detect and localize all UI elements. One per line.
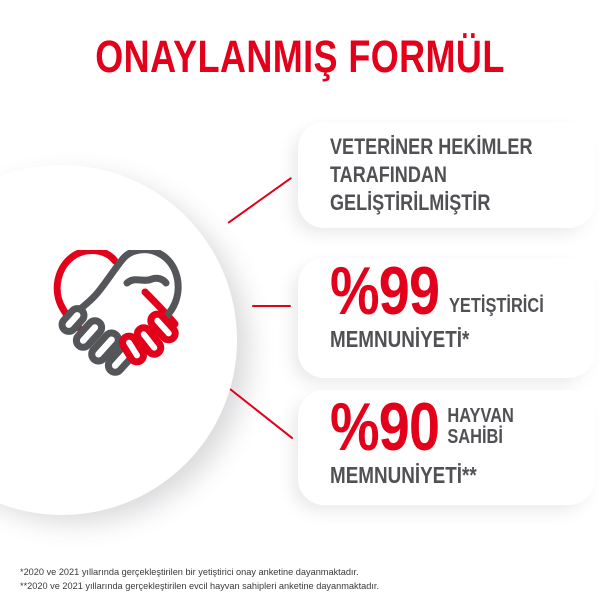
stat-90-group (330, 389, 514, 488)
stat-99-side-label: YETİŞTİRİCİ (448, 295, 544, 317)
stat-90-value: %90 (330, 389, 440, 465)
heart-handshake-icon (53, 250, 193, 390)
veterinarians-line-3: GELİŞTİRİLMİŞTİR (330, 190, 491, 215)
stat-90-side-line-1: HAYVAN (447, 405, 514, 427)
stat-99-row (330, 253, 544, 329)
connector-line-middle (252, 305, 291, 307)
veterinarians-line-2: TARAFINDAN (330, 162, 447, 187)
stat-90-caption: MEMNUNİYETİ** (330, 462, 477, 488)
veterinarians-line-1: VETERİNER HEKİMLER (330, 134, 533, 159)
footnote-2: **2020 ve 2021 yıllarında gerçekleştirilen evcil hayvan sahipleri anketine dayanmaktadır. (20, 580, 380, 591)
connector-line-bottom (229, 388, 293, 439)
stat-99-value: %99 (330, 253, 440, 329)
stat-90-row (330, 389, 514, 465)
veterinarians-text (330, 133, 532, 217)
footnotes (20, 566, 379, 593)
connector-line-top (227, 177, 292, 224)
stat-90-side-line-2: SAHİBİ (447, 426, 503, 448)
stat-90-side-label (447, 406, 514, 448)
stat-99-caption: MEMNUNİYETİ* (330, 326, 470, 352)
footnote-1: *2020 ve 2021 yıllarında gerçekleştirilen bir yetiştirici onay anketine dayanmaktadır. (20, 567, 359, 577)
stat-99-group (330, 253, 544, 352)
page-title: ONAYLANMIŞ FORMÜL (95, 31, 505, 82)
